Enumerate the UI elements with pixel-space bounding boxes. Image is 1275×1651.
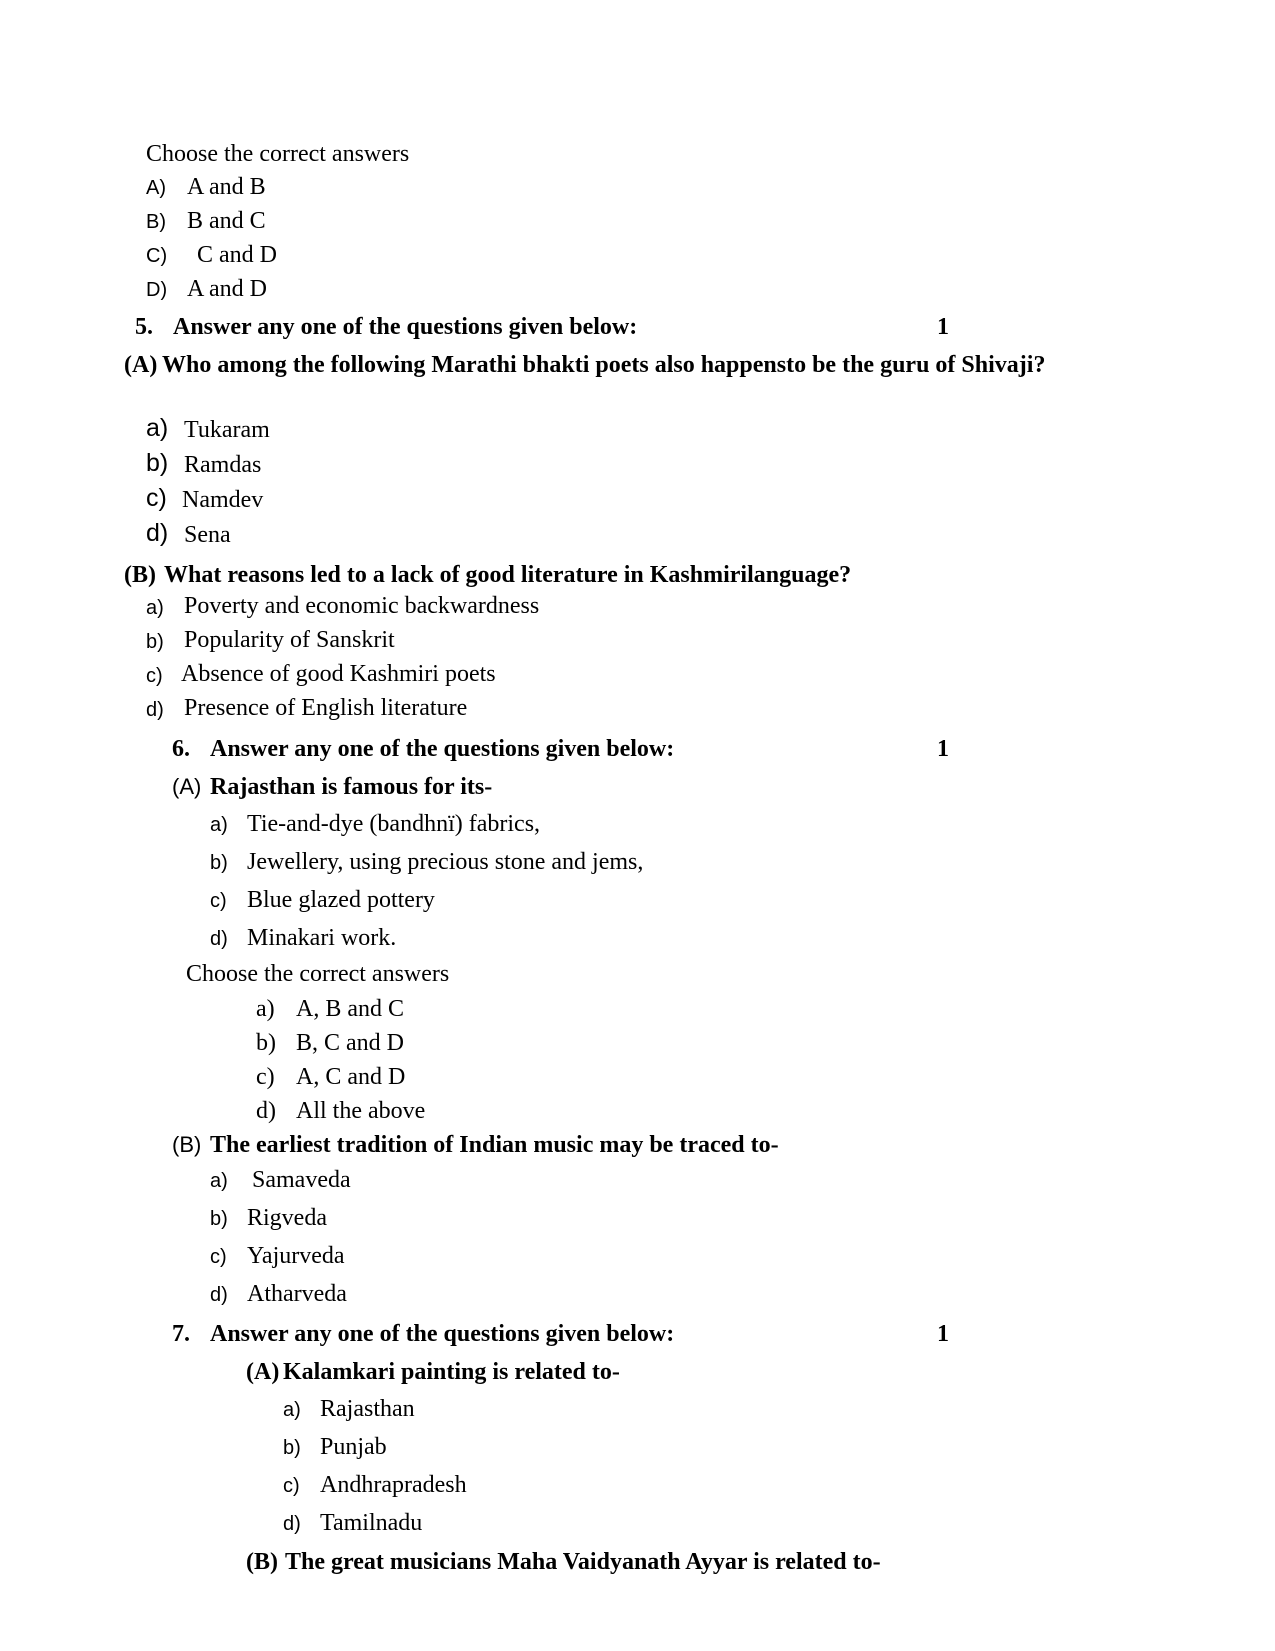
q6a-answer-label: a): [256, 996, 275, 1022]
q6-number: 6.: [172, 736, 190, 762]
q7a-option-text: Rajasthan: [320, 1396, 415, 1422]
q5a-option-label: c): [146, 484, 167, 512]
q5-number: 5.: [135, 314, 153, 340]
q4-prompt: Choose the correct answers: [146, 141, 410, 167]
q5a-option-label: d): [146, 519, 169, 547]
q7a-option-text: Tamilnadu: [320, 1510, 423, 1536]
q6a-question: Rajasthan is famous for its-: [210, 774, 493, 800]
q7a-prefix: (A): [246, 1359, 280, 1385]
q7a-option-label: a): [283, 1399, 301, 1421]
q6a-answer-label: c): [256, 1064, 275, 1090]
q7a-question: Kalamkari painting is related to-: [283, 1359, 620, 1385]
q4-option-label: A): [146, 177, 166, 199]
q5a-option-text: Namdev: [182, 487, 264, 513]
q6a-answer-text: All the above: [296, 1098, 426, 1124]
q6b-option-text: Samaveda: [252, 1167, 351, 1193]
q6a-option-text: Minakari work.: [247, 925, 397, 951]
q6b-option-label: c): [210, 1246, 227, 1268]
q6a-option-label: c): [210, 890, 227, 912]
q5a-prefix: (A): [124, 352, 158, 378]
q5b-option-label: d): [146, 699, 164, 721]
q5a-question: Who among the following Marathi bhakti poets also happensto be the guru of Shivaji?: [162, 352, 1046, 378]
q7a-option-text: Punjab: [320, 1434, 387, 1460]
q6a-prompt: Choose the correct answers: [186, 961, 450, 987]
q6b-option-text: Atharveda: [247, 1281, 347, 1307]
q7-instruction: Answer any one of the questions given below:: [210, 1321, 675, 1347]
q7-marks: 1: [937, 1321, 949, 1347]
q7a-option-label: b): [283, 1437, 301, 1459]
q4-option-label: C): [146, 245, 168, 267]
q6a-prefix: (A): [172, 774, 202, 799]
q5a-option-text: Sena: [184, 522, 231, 548]
q5a-option-label: b): [146, 449, 169, 477]
q4-option-text: B and C: [187, 208, 266, 234]
q7a-option-label: c): [283, 1475, 300, 1497]
q4-option-text: A and B: [187, 174, 266, 200]
q6a-answer-label: b): [256, 1030, 276, 1056]
q4-option-label: B): [146, 211, 166, 233]
q6a-option-label: b): [210, 852, 228, 874]
q6b-option-text: Rigveda: [247, 1205, 327, 1231]
q6b-prefix: (B): [172, 1132, 202, 1157]
q7a-option-label: d): [283, 1513, 301, 1535]
q5b-option-label: b): [146, 631, 164, 653]
q6a-answer-text: A, B and C: [296, 996, 404, 1022]
q5b-prefix: (B): [124, 562, 156, 588]
q6a-option-text: Jewellery, using precious stone and jems,: [247, 849, 644, 875]
q5b-option-text: Popularity of Sanskrit: [184, 627, 395, 653]
q6b-option-label: d): [210, 1284, 228, 1306]
q7-number: 7.: [172, 1321, 190, 1347]
q4-option-label: D): [146, 279, 168, 301]
q7b-question: The great musicians Maha Vaidyanath Ayyar is related to-: [285, 1549, 881, 1575]
q6b-option-label: a): [210, 1170, 228, 1192]
q6a-option-text: Tie-and-dye (bandhnï) fabrics,: [247, 811, 541, 837]
q6a-answer-label: d): [256, 1098, 276, 1124]
q6b-option-text: Yajurveda: [247, 1243, 345, 1269]
q5b-option-text: Absence of good Kashmiri poets: [181, 661, 496, 687]
q5b-option-text: Presence of English literature: [184, 695, 468, 721]
q6b-question: The earliest tradition of Indian music may be traced to-: [210, 1132, 779, 1158]
q6a-answer-text: A, C and D: [296, 1064, 406, 1090]
q6a-option-text: Blue glazed pottery: [247, 887, 435, 913]
q5b-option-label: c): [146, 665, 163, 687]
q7b-prefix: (B): [246, 1549, 278, 1575]
q4-option-text: C and D: [197, 242, 277, 268]
q5-instruction: Answer any one of the questions given below:: [173, 314, 638, 340]
q7a-option-text: Andhrapradesh: [320, 1472, 467, 1498]
q5a-option-text: Ramdas: [184, 452, 262, 478]
q6-marks: 1: [937, 736, 949, 762]
q5-marks: 1: [937, 314, 949, 340]
q6a-option-label: a): [210, 814, 228, 836]
q5a-option-text: Tukaram: [184, 417, 270, 443]
q5b-question: What reasons led to a lack of good literature in Kashmirilanguage?: [164, 562, 852, 588]
q6a-answer-text: B, C and D: [296, 1030, 404, 1056]
q5a-option-label: a): [146, 414, 169, 442]
q6a-option-label: d): [210, 928, 228, 950]
q4-option-text: A and D: [187, 276, 267, 302]
q6-instruction: Answer any one of the questions given below:: [210, 736, 675, 762]
q5b-option-text: Poverty and economic backwardness: [184, 593, 540, 619]
q5b-option-label: a): [146, 597, 164, 619]
q6b-option-label: b): [210, 1208, 228, 1230]
